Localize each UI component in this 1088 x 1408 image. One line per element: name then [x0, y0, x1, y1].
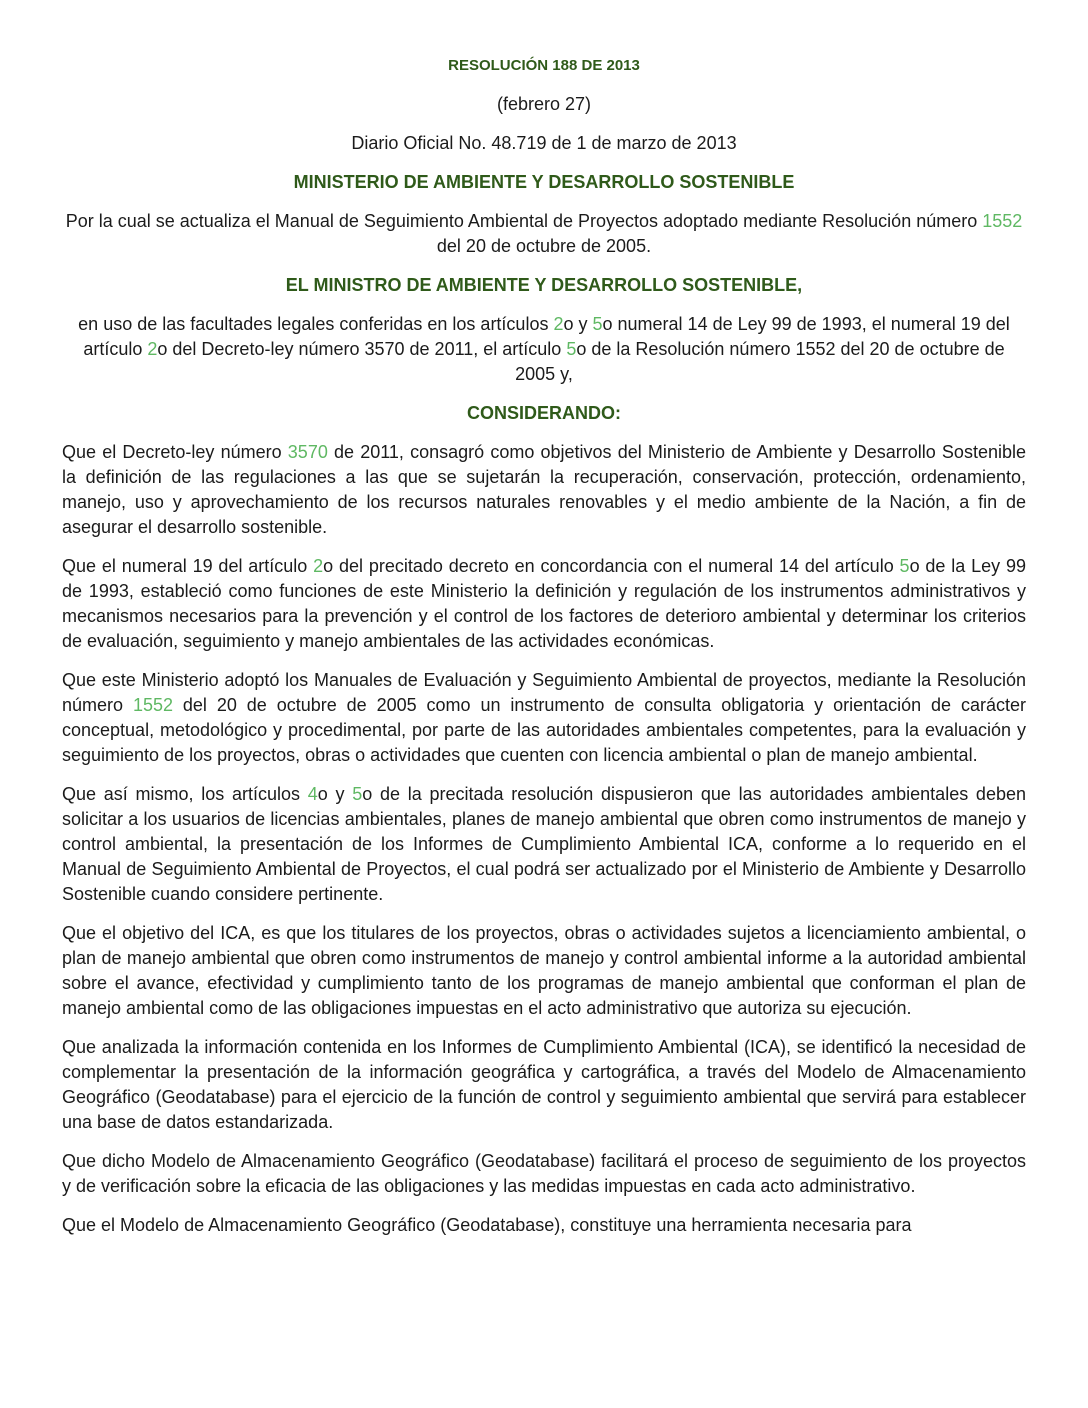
reference-link[interactable]: 2: [553, 314, 564, 334]
text-segment: Que así mismo, los artículos: [62, 784, 308, 804]
text-segment: o del precitado decreto en concordancia con el numeral 14 del artículo: [323, 556, 900, 576]
body-paragraph: [62, 668, 1026, 768]
text-segment: de 2011, consagró como objetivos del Ministerio de Ambiente y Desarrollo Sostenible la definición de las regulaciones a las que se sujetarán la recuperación, conservación, protección, ordenamiento, manejo, uso y aprovechamiento de los recursos naturales renovables y el medio ambiente de la Nación, a fin de asegurar el desarrollo sostenible.: [62, 442, 1026, 537]
reference-link[interactable]: 1552: [982, 211, 1023, 231]
body-paragraph: [62, 1035, 1026, 1135]
subject-paragraph: [62, 209, 1026, 259]
text-segment: o y: [563, 314, 593, 334]
reference-link[interactable]: 5: [352, 784, 363, 804]
reference-link[interactable]: 2: [313, 556, 324, 576]
text-segment: Que analizada la información contenida en los Informes de Cumplimiento Ambiental (ICA), se identificó la necesidad de complementar la presentación de la información geográfica y cartográfica, a través del Modelo de Almacenamiento Geográfico (Geodatabase) para el ejercicio de la función de control y seguimiento ambiental que servirá para establecer una base de datos estandarizada.: [62, 1037, 1026, 1132]
document-title: RESOLUCIÓN 188 DE 2013: [448, 57, 640, 74]
text-segment: Que el numeral 19 del artículo: [62, 556, 314, 576]
text-segment: o de la Ley 99 de 1993, estableció como funciones de este Ministerio la definición y regulación de los instrumentos administrativos y mecanismos necesarios para la prevención y el control de los factores de deterioro ambiental y determinar los criterios de evaluación, seguimiento y manejo ambientales de las actividades económicas.: [62, 556, 1026, 651]
body-paragraph: [62, 440, 1026, 540]
text-segment: Que dicho Modelo de Almacenamiento Geográfico (Geodatabase) facilitará el proceso de seguimiento de los proyectos y de verificación sobre la eficacia de las obligaciones y las medidas impuestas en cada acto administrativo.: [62, 1151, 1026, 1196]
text-segment: Por la cual se actualiza el Manual de Seguimiento Ambiental de Proyectos adoptado mediante Resolución número: [65, 211, 983, 231]
reference-link[interactable]: 5: [566, 339, 577, 359]
reference-link[interactable]: 3570: [287, 442, 328, 462]
reference-link[interactable]: 5: [592, 314, 603, 334]
minister-heading: EL MINISTRO DE AMBIENTE Y DESARROLLO SOSTENIBLE,: [285, 275, 803, 295]
text-segment: del 20 de octubre de 2005 como un instrumento de consulta obligatoria y orientación de carácter conceptual, metodológico y procedimental, por parte de las autoridades ambientales competentes, para la evaluación y seguimiento de los proyectos, obras o actividades que cuenten con licencia ambiental o plan de manejo ambiental.: [62, 695, 1026, 765]
text-segment: o numeral 14 de Ley 99 de 1993, el numeral 19 del artículo: [83, 314, 1010, 359]
text-segment: o de la precitada resolución dispusieron que las autoridades ambientales deben solicitar a los usuarios de licencias ambientales, planes de manejo ambiental que obren como instrumentos de manejo y control ambiental, la presentación de los Informes de Cumplimiento Ambiental ICA, conforme a lo requerido en el Manual de Seguimiento Ambiental de Proyectos, el cual podrá ser actualizado por el Ministerio de Ambiente y Desarrollo Sostenible cuando considere pertinente.: [62, 784, 1026, 904]
date-line: (febrero 27): [496, 94, 592, 114]
body-paragraph: [62, 554, 1026, 654]
body-paragraph: [62, 1149, 1026, 1199]
text-segment: o y: [317, 784, 353, 804]
text-segment: Que este Ministerio adoptó los Manuales de Evaluación y Seguimiento Ambiental de proyectos, mediante la Resolución número: [62, 670, 1026, 715]
text-segment: Que el objetivo del ICA, es que los titulares de los proyectos, obras o actividades sujetos a licenciamiento ambiental, o plan de manejo ambiental que obren como instrumentos de manejo y control ambiental informe a la autoridad ambiental sobre el avance, efectividad y cumplimiento tanto de los programas de manejo ambiental que conforman el plan de manejo ambiental como de las obligaciones impuestas en el acto administrativo que autoriza su ejecución.: [62, 923, 1026, 1018]
text-segment: o del Decreto-ley número 3570 de 2011, el artículo: [157, 339, 567, 359]
body-paragraph: [62, 782, 1026, 907]
body-paragraph: [62, 921, 1026, 1021]
text-segment: o de la Resolución número 1552 del 20 de octubre de 2005 y,: [515, 339, 1005, 384]
text-segment: Que el Decreto-ley número: [62, 442, 288, 462]
text-segment: del 20 de octubre de 2005.: [436, 236, 652, 256]
text-segment: Que el Modelo de Almacenamiento Geográfico (Geodatabase), constituye una herramienta necesaria para: [62, 1215, 912, 1235]
gazette-line: Diario Oficial No. 48.719 de 1 de marzo de 2013: [351, 133, 737, 153]
ministry-heading: MINISTERIO DE AMBIENTE Y DESARROLLO SOSTENIBLE: [293, 172, 795, 192]
text-segment: en uso de las facultades legales conferidas en los artículos: [78, 314, 554, 334]
reference-link[interactable]: 5: [899, 556, 910, 576]
reference-link[interactable]: 2: [147, 339, 158, 359]
considering-heading: CONSIDERANDO:: [466, 403, 621, 423]
powers-paragraph: [62, 312, 1026, 387]
reference-link[interactable]: 1552: [132, 695, 173, 715]
reference-link[interactable]: 4: [307, 784, 318, 804]
body-paragraph: [62, 1213, 1026, 1238]
